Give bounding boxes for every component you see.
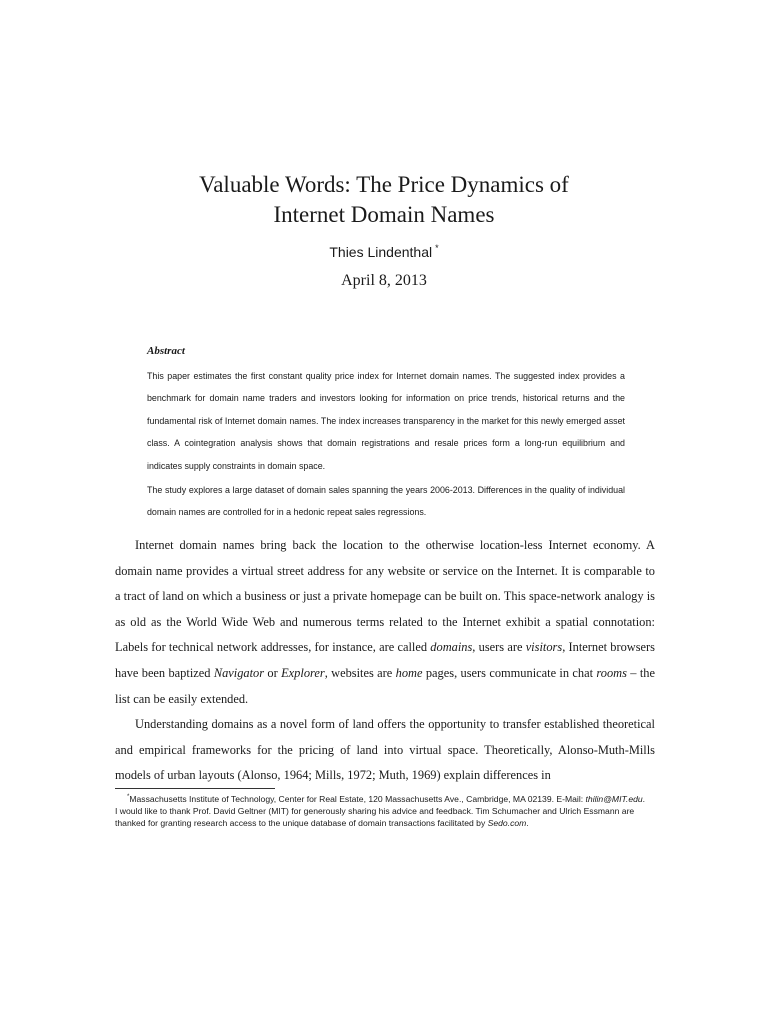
author-email-link[interactable]: thilin@MIT.edu: [585, 794, 643, 804]
abstract-paragraph-2: The study explores a large dataset of domain sales spanning the years 2006-2013. Differences in the quality of individual domain names are controlled for in a hedonic repeat sales regressions.: [147, 485, 625, 518]
term-domains: domains: [430, 640, 473, 655]
footnote-1: [115, 791, 655, 805]
term-rooms: rooms: [596, 665, 627, 680]
body-paragraph-1: [115, 533, 655, 712]
title-line-1: Valuable Words: The Price Dynamics of: [199, 172, 569, 197]
body-p1-text-e: , websites are: [324, 665, 396, 680]
body-p1-text-f: pages, users communicate in chat: [422, 665, 597, 680]
title-line-2: Internet Domain Names: [273, 202, 495, 227]
body-p1-text-g: – the list can be easily extended.: [115, 665, 655, 706]
term-navigator: Navigator: [213, 665, 265, 680]
paper-title: [0, 170, 768, 230]
term-home: home: [395, 665, 423, 680]
term-visitors: visitors: [525, 640, 563, 655]
body-p1-text-c: , Internet browsers have been baptized: [115, 640, 656, 680]
footnote-1-text: Massachusetts Institute of Technology, Center for Real Estate, 120 Massachusetts Ave., Cambridge, MA 02139. E-Mail:: [129, 794, 586, 804]
author-line: [0, 243, 768, 260]
body-text: [115, 533, 655, 789]
footnote-2: [115, 805, 655, 829]
paper-date: April 8, 2013: [341, 272, 427, 289]
footnote-2-end: .: [526, 818, 529, 828]
body-paragraph-2: Understanding domains as a novel form of land offers the opportunity to transfer established theoretical and empirical frameworks for the pricing of land into virtual space. Theoretically, Alonso-Muth-Mills models of urban layouts (Alonso, 1964; Mills, 1972; Muth, 1969) explain differences in: [115, 717, 655, 783]
abstract-section: [147, 343, 625, 526]
body-p1-text-a: Internet domain names bring back the location to the otherwise location-less Internet economy. A domain name provides a virtual street address for any website or service on the Internet. It is comparable to a tract of land on which a business or just a private homepage can be built on. This space-network analogy is as old as the World Wide Web and numerous terms related to the Internet exhibit a spatial connotation: Labels for technical network addresses, for instance, are called: [115, 538, 655, 655]
footnote-divider: [115, 788, 275, 789]
footnote-2-text: I would like to thank Prof. David Geltner (MIT) for generously sharing his advice and feedback. Tim Schumacher and Ulrich Essmann are thanked for granting research access to the unique database of domain transactions facilitated by: [115, 806, 635, 828]
term-explorer: Explorer: [281, 665, 325, 680]
sedo-link[interactable]: Sedo.com: [487, 818, 527, 828]
footnotes-section: [115, 791, 655, 829]
footnote-mark: *: [127, 794, 130, 800]
author-name: Thies Lindenthal: [329, 244, 433, 260]
body-p1-text-d: or: [264, 665, 282, 680]
footnote-1-end: .: [642, 794, 646, 804]
author-footnote-mark[interactable]: *: [435, 243, 439, 253]
abstract-paragraph-1: This paper estimates the first constant quality price index for Internet domain names. The suggested index provides a benchmark for domain name traders and investors looking for information on price trends, historical returns and the fundamental risk of Internet domain names. The index increases transparency in the market for this newly emerged asset class. A cointegration analysis shows that domain registrations and resale prices form a long-run equilibrium and indicates supply constraints in domain space.: [147, 371, 625, 471]
body-p1-text-b: , users are: [472, 640, 526, 655]
abstract-heading: Abstract: [147, 345, 185, 357]
